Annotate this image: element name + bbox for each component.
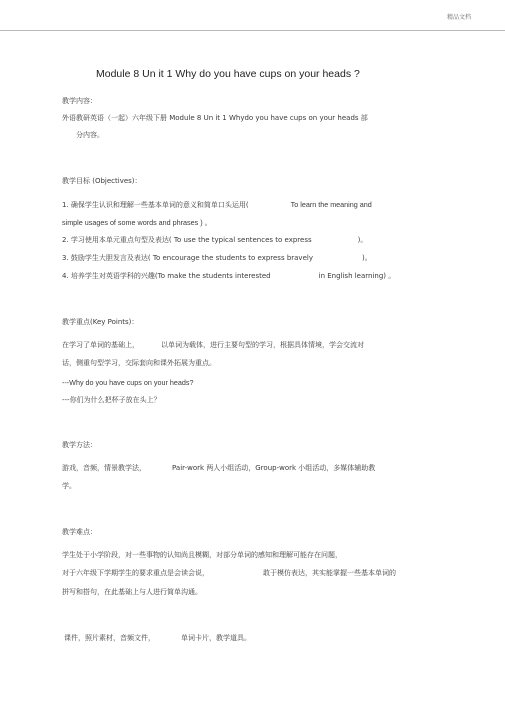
objective-4-text: 4. 培养学生对英语学科的兴趣(To make the students interested <box>62 272 271 280</box>
content-line-1: 外语教研英语（一起）六年级下册 Module 8 Un it 1 Whydo you have cups on your heads 部 <box>62 114 368 122</box>
methods-line-1 <box>62 464 375 473</box>
objective-2-end: )。 <box>357 236 368 244</box>
objective-1-english: To learn the meaning and <box>290 200 372 209</box>
keypoint-question-cn: ---你们为什么把杯子放在头上？ <box>62 396 161 404</box>
objective-1-cont: simple usages of some words and phrases ) 。 <box>62 218 212 227</box>
materials-line-b: 单词卡片，教学道具。 <box>181 634 251 642</box>
keypoints-heading: 教学重点(Key Points)： <box>62 318 139 326</box>
difficulties-line-1: 学生处于小学阶段，对一些事物的认知尚且模糊，对部分单词的感知和理解可能存在问题， <box>62 551 342 559</box>
keypoint-line-1b: 以单词为载体，进行主要句型的学习，根据具体情境，学会交流对 <box>161 341 364 349</box>
objective-4-end: in English learning) 。 <box>318 272 396 280</box>
materials-line-a: 课件，照片素材，音频文件， <box>64 634 155 642</box>
page-header <box>0 0 505 31</box>
document-title: Module 8 Un it 1 Why do you have cups on your heads ? <box>96 68 360 80</box>
methods-line-2: 学。 <box>62 482 76 490</box>
objective-4 <box>62 272 395 281</box>
difficulties-line-2a: 对于六年级下学期学生的要求重点是会读会说， <box>62 569 209 577</box>
objective-3-text: 3. 鼓励学生大胆发言及表达( To encourage the students to express bravely <box>62 254 313 262</box>
difficulties-line-3: 拼写和搭句，在此基础上与人进行简单沟通。 <box>62 588 202 596</box>
difficulties-heading: 教学难点： <box>62 528 97 536</box>
methods-line-1b: Pair-work 两人小组活动，Group-work 小组活动，多媒体辅助教 <box>172 464 376 472</box>
difficulties-line-2b: 敢于模仿表达，其实能掌握一些基本单词的 <box>263 569 396 577</box>
difficulties-line-2 <box>62 569 396 578</box>
keypoint-question-en: ---Why do you have cups on your heads? <box>62 378 194 387</box>
objective-3-end: )。 <box>361 254 372 262</box>
objective-2 <box>62 236 367 245</box>
keypoint-line-1a: 在学习了单词的基础上， <box>62 341 139 349</box>
objective-2-text: 2. 学习使用本单元重点句型及表达( To use the typical sentences to express <box>62 236 312 244</box>
methods-line-1a: 游戏，音频，情景教学法， <box>62 464 146 472</box>
objectives-heading: 教学目标 (Objectives)： <box>62 177 142 185</box>
materials-line <box>64 634 251 643</box>
content-line-2: 分内容。 <box>76 131 104 139</box>
content-heading: 教学内容： <box>62 97 97 105</box>
methods-heading: 教学方法： <box>62 441 97 449</box>
header-tag: 精品文档 <box>446 14 471 21</box>
objective-1 <box>62 200 372 210</box>
objective-1-text: 1. 确保学生认识和理解一些基本单词的意义和简单口头运用( <box>62 201 249 209</box>
objective-3 <box>62 254 372 263</box>
keypoint-line-1 <box>62 341 364 350</box>
keypoint-line-2: 话，侧重句型学习，交际套向和课外拓展为重点。 <box>62 359 216 367</box>
